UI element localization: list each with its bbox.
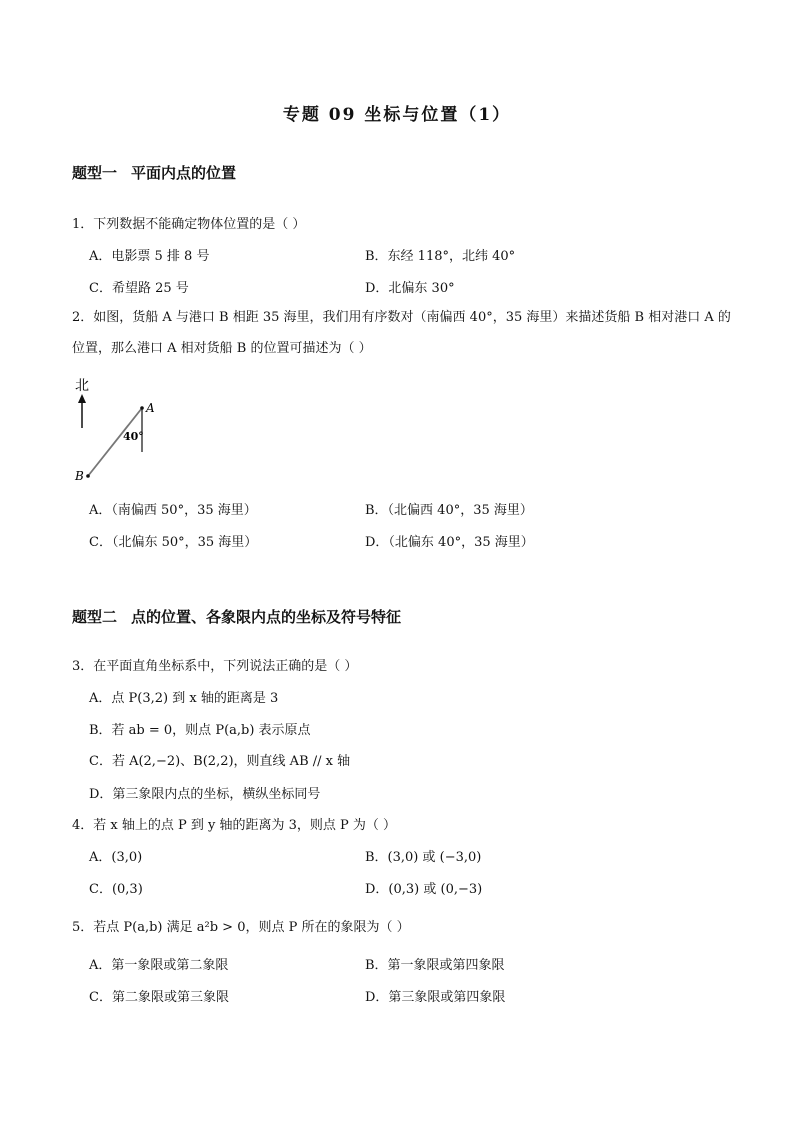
q3-option-c: C．若 A(2,−2)、B(2,2)，则直线 AB // x 轴 xyxy=(89,754,351,769)
question-1-stem: 1．下列数据不能确定物体位置的是（ ） xyxy=(72,217,306,232)
point-b-label: B xyxy=(75,469,84,483)
q4-option-c: C．(0,3) xyxy=(89,882,143,897)
section-title: 点的位置、各象限内点的坐标及符号特征 xyxy=(131,608,402,626)
question-4-stem: 4．若 x 轴上的点 P 到 y 轴的距离为 3，则点 P 为（ ） xyxy=(72,818,397,833)
q5-option-b: B．第一象限或第四象限 xyxy=(365,958,505,973)
question-3-stem: 3．在平面直角坐标系中，下列说法正确的是（ ） xyxy=(72,659,358,674)
angle-label: 40° xyxy=(123,430,144,443)
section-tag: 题型一 xyxy=(72,164,118,182)
q3-option-a: A．点 P(3,2) 到 x 轴的距离是 3 xyxy=(89,691,279,706)
q4-option-d: D．(0,3) 或 (0,−3) xyxy=(365,882,483,897)
q2-option-d: D．（北偏东 40°，35 海里） xyxy=(365,535,534,550)
question-2-stem: 2．如图，货船 A 与港口 B 相距 35 海里，我们用有序数对（南偏西 40°，35 海里）来描述货船 B 相对港口 A 的位置，那么港口 A 相对货船 B 的位置可描述为（ ） xyxy=(72,310,731,356)
section-heading-2 xyxy=(72,606,401,627)
bearing-figure xyxy=(70,372,170,487)
q3-option-d: D．第三象限内点的坐标，横纵坐标同号 xyxy=(89,787,321,802)
q2-option-b: B．（北偏西 40°，35 海里） xyxy=(365,503,533,518)
question-5-stem: 5．若点 P(a,b) 满足 a²b > 0，则点 P 所在的象限为（ ） xyxy=(72,920,410,935)
q3-option-b: B．若 ab = 0，则点 P(a,b) 表示原点 xyxy=(89,723,311,738)
q2-option-a: A．（南偏西 50°，35 海里） xyxy=(89,503,257,518)
q1-option-c: C．希望路 25 号 xyxy=(89,281,189,296)
section-title: 平面内点的位置 xyxy=(131,164,237,182)
q5-option-d: D．第三象限或第四象限 xyxy=(365,990,506,1005)
q4-option-b: B．(3,0) 或 (−3,0) xyxy=(365,850,482,865)
north-label: 北 xyxy=(75,378,89,394)
q1-option-b: B．东经 118°，北纬 40° xyxy=(365,249,516,264)
north-arrow-icon xyxy=(78,394,86,403)
q1-option-a: A．电影票 5 排 8 号 xyxy=(89,249,210,264)
point-a-label: A xyxy=(146,401,155,415)
point-a xyxy=(140,406,144,410)
q4-option-a: A．(3,0) xyxy=(89,850,143,865)
section-tag: 题型二 xyxy=(72,608,118,626)
q1-option-d: D．北偏东 30° xyxy=(365,281,455,296)
q5-option-a: A．第一象限或第二象限 xyxy=(89,958,229,973)
section-heading-1 xyxy=(72,162,236,183)
q2-option-c: C．（北偏东 50°，35 海里） xyxy=(89,535,258,550)
page-title: 专题 09 坐标与位置（1） xyxy=(282,105,512,125)
point-b xyxy=(86,474,90,478)
q5-option-c: C．第二象限或第三象限 xyxy=(89,990,229,1005)
